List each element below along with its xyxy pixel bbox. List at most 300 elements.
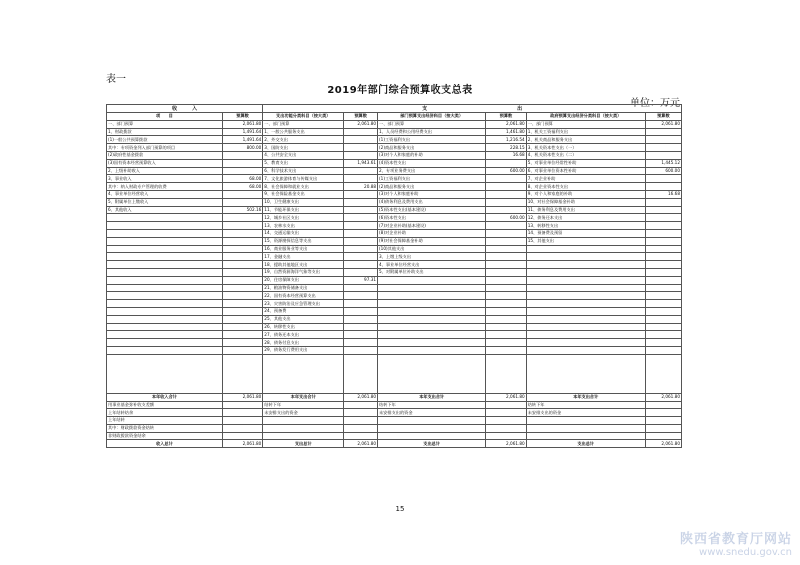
item-cell: 21、粮油物资储备支出 xyxy=(263,284,344,292)
table-row xyxy=(107,144,682,152)
grand-income-value: 2,061.80 xyxy=(222,440,262,448)
table-row xyxy=(107,159,682,167)
amount-cell xyxy=(222,198,262,206)
income-section-header: 收 入 xyxy=(107,105,263,113)
amount-cell xyxy=(344,237,378,245)
item-cell: 结转下年 xyxy=(378,401,486,409)
amount-cell xyxy=(344,128,378,136)
table-row xyxy=(107,206,682,214)
amount-cell: 97.31 xyxy=(344,276,378,284)
item-cell xyxy=(107,214,223,222)
item-cell: 非财政拨款资金结余 xyxy=(107,432,223,440)
item-cell: 4、公共安全支出 xyxy=(263,151,344,159)
item-cell: 26、转移性支出 xyxy=(263,323,344,331)
col-header-item: 项 目 xyxy=(107,113,223,121)
col-header-function: 支出功能分类科目（按大类） xyxy=(263,113,344,121)
item-cell xyxy=(107,346,223,354)
amount-cell: 502.16 xyxy=(222,206,262,214)
amount-cell xyxy=(344,339,378,347)
item-cell: 4、机关资本性支出（二） xyxy=(526,151,645,159)
item-cell xyxy=(378,300,486,308)
item-cell xyxy=(378,424,486,432)
amount-cell xyxy=(645,261,681,269)
amount-cell xyxy=(222,229,262,237)
grand-expense-value: 2,061.80 xyxy=(486,440,526,448)
amount-cell xyxy=(344,401,378,409)
amount-cell xyxy=(486,190,526,198)
amount-cell xyxy=(344,268,378,276)
item-cell xyxy=(526,331,645,339)
item-cell: 上年结转结余 xyxy=(107,409,223,417)
item-cell: 20、住房保障支出 xyxy=(263,276,344,284)
item-cell xyxy=(107,307,223,315)
amount-cell xyxy=(645,323,681,331)
amount-cell xyxy=(344,190,378,198)
amount-cell xyxy=(344,409,378,417)
amount-cell xyxy=(486,300,526,308)
item-cell: 9、对个人和家庭的补助 xyxy=(526,190,645,198)
amount-cell xyxy=(645,417,681,425)
item-cell: 23、灾害防治及应急管理支出 xyxy=(263,300,344,308)
amount-cell xyxy=(344,229,378,237)
item-cell xyxy=(107,331,223,339)
amount-cell xyxy=(344,198,378,206)
item-cell: (1)工资福利支出 xyxy=(378,136,486,144)
amount-cell xyxy=(222,339,262,347)
item-cell: 28、债务付息支出 xyxy=(263,339,344,347)
item-cell: 15、其他支出 xyxy=(526,237,645,245)
total-expense-value: 2,061.80 xyxy=(486,393,526,401)
budget-table xyxy=(106,104,682,448)
amount-cell xyxy=(222,331,262,339)
total-income-value: 2,061.80 xyxy=(222,393,262,401)
amount-cell xyxy=(645,315,681,323)
item-cell xyxy=(378,323,486,331)
amount-cell: 1,943.61 xyxy=(344,159,378,167)
table-row xyxy=(107,401,682,409)
amount-cell xyxy=(222,323,262,331)
amount-cell xyxy=(645,346,681,354)
item-cell xyxy=(107,268,223,276)
item-cell xyxy=(526,417,645,425)
item-cell: 12、债务还本支出 xyxy=(526,214,645,222)
amount-cell xyxy=(645,151,681,159)
table-row xyxy=(107,214,682,222)
item-cell xyxy=(107,222,223,230)
amount-cell xyxy=(486,323,526,331)
table-row xyxy=(107,222,682,230)
amount-cell xyxy=(344,417,378,425)
item-cell xyxy=(378,417,486,425)
amount-cell xyxy=(344,136,378,144)
amount-cell xyxy=(645,175,681,183)
amount-cell xyxy=(344,323,378,331)
item-cell xyxy=(526,315,645,323)
item-cell: (2)政府性基金拨款 xyxy=(107,151,223,159)
amount-cell xyxy=(344,222,378,230)
table-row xyxy=(107,253,682,261)
table-row xyxy=(107,292,682,300)
amount-cell xyxy=(486,424,526,432)
amount-cell: 1,491.64 xyxy=(222,128,262,136)
amount-cell xyxy=(645,136,681,144)
amount-cell: 228.15 xyxy=(486,144,526,152)
amount-cell xyxy=(486,292,526,300)
item-cell: 5、教育支出 xyxy=(263,159,344,167)
amount-cell xyxy=(645,268,681,276)
item-cell: 4、事业单位经营收入 xyxy=(107,190,223,198)
table-spacer-row xyxy=(107,354,682,393)
amount-cell xyxy=(645,276,681,284)
col-header-amount: 预算数 xyxy=(645,113,681,121)
amount-cell xyxy=(344,175,378,183)
table-row xyxy=(107,300,682,308)
amount-cell xyxy=(222,432,262,440)
item-cell: 一、部门预算 xyxy=(107,120,223,128)
amount-cell xyxy=(486,268,526,276)
amount-cell xyxy=(222,151,262,159)
amount-cell: 1,461.80 xyxy=(486,128,526,136)
item-cell: 16、商业服务业等支出 xyxy=(263,245,344,253)
item-cell: 25、其他支出 xyxy=(263,315,344,323)
amount-cell xyxy=(222,276,262,284)
amount-cell xyxy=(486,276,526,284)
item-cell: (3)国有资本经营预算收入 xyxy=(107,159,223,167)
grand-expense-label: 支出总计 xyxy=(263,440,344,448)
amount-cell xyxy=(486,331,526,339)
amount-cell xyxy=(486,307,526,315)
table-row xyxy=(107,432,682,440)
item-cell: 24、预备费 xyxy=(263,307,344,315)
item-cell xyxy=(107,315,223,323)
item-cell: 1、一般公共服务支出 xyxy=(263,128,344,136)
item-cell: 一、部门预算 xyxy=(526,120,645,128)
item-cell xyxy=(526,323,645,331)
amount-cell xyxy=(486,183,526,191)
amount-cell xyxy=(486,315,526,323)
item-cell xyxy=(107,339,223,347)
item-cell: 2、外交支出 xyxy=(263,136,344,144)
item-cell: (2)商品和服务支出 xyxy=(378,183,486,191)
amount-cell xyxy=(645,331,681,339)
item-cell xyxy=(263,417,344,425)
total-expense-value: 2,061.80 xyxy=(645,393,681,401)
table-row xyxy=(107,136,682,144)
table-row xyxy=(107,120,682,128)
amount-cell: 600.00 xyxy=(486,214,526,222)
item-cell: (1)工资福利支出 xyxy=(378,175,486,183)
item-cell: 5、对附属单位补助支出 xyxy=(378,268,486,276)
amount-cell xyxy=(222,424,262,432)
table-row xyxy=(107,409,682,417)
item-cell: (9)对社会保障基金补助 xyxy=(378,237,486,245)
amount-cell xyxy=(645,222,681,230)
item-cell: 1、财政拨款 xyxy=(107,128,223,136)
amount-cell xyxy=(486,284,526,292)
unit-label: 单位：万元 xyxy=(630,98,680,109)
item-cell: 4、事业单位经营支出 xyxy=(378,261,486,269)
item-cell: (3)对个人和家庭补助 xyxy=(378,190,486,198)
item-cell: 一、部门预算 xyxy=(378,120,486,128)
item-cell xyxy=(378,284,486,292)
item-cell: 3、机关资本性支出（一） xyxy=(526,144,645,152)
table-row xyxy=(107,307,682,315)
table-row xyxy=(107,284,682,292)
amount-cell xyxy=(645,424,681,432)
grand-expense-value: 2,061.80 xyxy=(645,440,681,448)
amount-cell xyxy=(645,253,681,261)
item-cell: 27、债务还本支出 xyxy=(263,331,344,339)
amount-cell xyxy=(486,175,526,183)
item-cell: (6)资本性支出 xyxy=(378,214,486,222)
amount-cell xyxy=(486,253,526,261)
amount-cell xyxy=(344,315,378,323)
amount-cell xyxy=(222,167,262,175)
amount-cell xyxy=(222,159,262,167)
table-section-header xyxy=(107,105,682,113)
grand-expense-label: 支出总计 xyxy=(378,440,486,448)
item-cell: (8)对企业补助 xyxy=(378,229,486,237)
amount-cell xyxy=(486,346,526,354)
table-row xyxy=(107,128,682,136)
item-cell: 22、国有资本经营预算支出 xyxy=(263,292,344,300)
item-cell: 5、对事业单位经常性补助 xyxy=(526,159,645,167)
item-cell xyxy=(378,346,486,354)
amount-cell xyxy=(645,432,681,440)
total-expense-label: 本年支出合计 xyxy=(263,393,344,401)
item-cell: 13、农林水支出 xyxy=(263,222,344,230)
amount-cell xyxy=(645,292,681,300)
table-row xyxy=(107,167,682,175)
item-cell xyxy=(526,245,645,253)
amount-cell xyxy=(222,237,262,245)
totals-row xyxy=(107,393,682,401)
amount-cell xyxy=(486,159,526,167)
item-cell: 13、转移性支出 xyxy=(526,222,645,230)
table-row xyxy=(107,424,682,432)
amount-cell xyxy=(486,261,526,269)
col-header-amount: 预算数 xyxy=(222,113,262,121)
amount-cell xyxy=(645,339,681,347)
page-number: 15 xyxy=(395,505,405,513)
table-row xyxy=(107,183,682,191)
item-cell: 10、卫生健康支出 xyxy=(263,198,344,206)
item-cell: (3)对个人和家庭的补助 xyxy=(378,151,486,159)
item-cell: 7、文化旅游体育与传媒支出 xyxy=(263,175,344,183)
item-cell: 其中：纳入财政专户管理的收费 xyxy=(107,183,223,191)
amount-cell xyxy=(344,206,378,214)
item-cell xyxy=(526,307,645,315)
amount-cell xyxy=(486,206,526,214)
item-cell xyxy=(107,237,223,245)
grand-total-row xyxy=(107,440,682,448)
amount-cell xyxy=(222,292,262,300)
amount-cell xyxy=(645,229,681,237)
item-cell: 11、节能环保支出 xyxy=(263,206,344,214)
amount-cell xyxy=(344,300,378,308)
item-cell xyxy=(526,268,645,276)
item-cell xyxy=(107,276,223,284)
table-row xyxy=(107,190,682,198)
col-header-amount: 预算数 xyxy=(486,113,526,121)
amount-cell xyxy=(344,346,378,354)
item-cell xyxy=(526,424,645,432)
amount-cell: 1,491.64 xyxy=(222,136,262,144)
amount-cell xyxy=(222,307,262,315)
grand-income-label: 收入总计 xyxy=(107,440,223,448)
item-cell: (2)商品和服务支出 xyxy=(378,144,486,152)
item-cell: 未安排支出的资金 xyxy=(378,409,486,417)
amount-cell: 600.00 xyxy=(645,167,681,175)
amount-cell xyxy=(344,151,378,159)
amount-cell xyxy=(486,229,526,237)
table-column-header xyxy=(107,113,682,121)
amount-cell xyxy=(645,307,681,315)
amount-cell xyxy=(486,237,526,245)
amount-cell xyxy=(486,245,526,253)
item-cell: (7)对企业补助(基本建设) xyxy=(378,222,486,230)
item-cell: (1)一般公共预算拨款 xyxy=(107,136,223,144)
item-cell xyxy=(526,432,645,440)
amount-cell xyxy=(486,222,526,230)
item-cell: 8、对企业资本性支出 xyxy=(526,183,645,191)
item-cell xyxy=(378,315,486,323)
item-cell: (10)其他支出 xyxy=(378,245,486,253)
item-cell: (5)资本性支出(基本建设) xyxy=(378,206,486,214)
table-row xyxy=(107,245,682,253)
amount-cell: 1,216.54 xyxy=(486,136,526,144)
item-cell xyxy=(378,292,486,300)
amount-cell xyxy=(344,144,378,152)
amount-cell: 68.00 xyxy=(222,175,262,183)
amount-cell xyxy=(645,144,681,152)
item-cell xyxy=(526,276,645,284)
col-header-gov-economic: 政府预算支出经济分类科目（按大类） xyxy=(526,113,645,121)
col-header-dept-economic: 部门预算支出经济科目（按大类） xyxy=(378,113,486,121)
amount-cell: 800.00 xyxy=(222,144,262,152)
item-cell: 5、附属单位上缴收入 xyxy=(107,198,223,206)
item-cell: 15、资源勘探信息等支出 xyxy=(263,237,344,245)
amount-cell xyxy=(222,222,262,230)
grand-expense-label: 支出总计 xyxy=(526,440,645,448)
item-cell: 结转下年 xyxy=(263,401,344,409)
amount-cell xyxy=(344,331,378,339)
item-cell xyxy=(378,339,486,347)
item-cell: 2、专项业务费支出 xyxy=(378,167,486,175)
amount-cell xyxy=(645,128,681,136)
document-label: 表一 xyxy=(106,74,126,85)
col-header-amount: 预算数 xyxy=(344,113,378,121)
amount-cell xyxy=(645,214,681,222)
amount-cell: 68.00 xyxy=(222,183,262,191)
amount-cell xyxy=(222,190,262,198)
item-cell xyxy=(263,432,344,440)
item-cell xyxy=(107,284,223,292)
amount-cell xyxy=(222,214,262,222)
item-cell xyxy=(107,323,223,331)
item-cell: 19、自然资源海洋气象等支出 xyxy=(263,268,344,276)
total-expense-label: 本年支出合计 xyxy=(378,393,486,401)
amount-cell xyxy=(486,198,526,206)
amount-cell xyxy=(222,268,262,276)
item-cell: 14、交通运输支出 xyxy=(263,229,344,237)
item-cell: 29、债务发行费用支出 xyxy=(263,346,344,354)
amount-cell xyxy=(645,206,681,214)
item-cell: 9、社会保险基金支出 xyxy=(263,190,344,198)
table-row xyxy=(107,268,682,276)
amount-cell xyxy=(486,401,526,409)
amount-cell xyxy=(344,261,378,269)
item-cell: 6、科学技术支出 xyxy=(263,167,344,175)
amount-cell xyxy=(486,417,526,425)
table-row xyxy=(107,151,682,159)
table-row xyxy=(107,346,682,354)
amount-cell xyxy=(344,432,378,440)
amount-cell: 1,445.12 xyxy=(645,159,681,167)
item-cell xyxy=(378,432,486,440)
watermark-site-name: 陕西省教育厅网站 xyxy=(679,532,792,547)
table-row xyxy=(107,276,682,284)
item-cell: 未安排支出的资金 xyxy=(263,409,344,417)
amount-cell xyxy=(344,167,378,175)
amount-cell xyxy=(645,198,681,206)
item-cell: 14、预备费及预留 xyxy=(526,229,645,237)
item-cell: 上年结转 xyxy=(107,417,223,425)
amount-cell xyxy=(645,300,681,308)
item-cell xyxy=(107,245,223,253)
item-cell: 3、上缴上级支出 xyxy=(378,253,486,261)
amount-cell xyxy=(344,245,378,253)
item-cell: 1、机关工资福利支出 xyxy=(526,128,645,136)
amount-cell xyxy=(645,237,681,245)
item-cell: 11、债务利息及费用支出 xyxy=(526,206,645,214)
item-cell xyxy=(378,276,486,284)
item-cell: 6、对事业单位资本性补助 xyxy=(526,167,645,175)
watermark-url: www.snedu.gov.cn xyxy=(699,547,792,558)
item-cell xyxy=(378,331,486,339)
item-cell: 3、事业收入 xyxy=(107,175,223,183)
item-cell: 结转下年 xyxy=(526,401,645,409)
amount-cell: 2,061.80 xyxy=(645,120,681,128)
amount-cell: 2,061.80 xyxy=(344,120,378,128)
table-row xyxy=(107,175,682,183)
amount-cell xyxy=(222,417,262,425)
item-cell: 用事业基金弥补收支差额 xyxy=(107,401,223,409)
amount-cell xyxy=(486,409,526,417)
amount-cell xyxy=(222,401,262,409)
table-row xyxy=(107,229,682,237)
expense-section-header: 支 出 xyxy=(263,105,682,113)
amount-cell: 2,061.80 xyxy=(486,120,526,128)
item-cell xyxy=(263,424,344,432)
item-cell xyxy=(526,253,645,261)
item-cell: 18、援助其他地区支出 xyxy=(263,261,344,269)
amount-cell xyxy=(222,346,262,354)
table-row xyxy=(107,315,682,323)
item-cell: 10、对社会保障基金补助 xyxy=(526,198,645,206)
amount-cell xyxy=(486,339,526,347)
item-cell: 8、社会保障和就业支出 xyxy=(263,183,344,191)
total-expense-value: 2,061.80 xyxy=(344,393,378,401)
amount-cell xyxy=(222,409,262,417)
amount-cell xyxy=(645,183,681,191)
amount-cell xyxy=(222,300,262,308)
amount-cell xyxy=(222,245,262,253)
amount-cell xyxy=(645,245,681,253)
item-cell: 1、人员经费和公用经费支出 xyxy=(378,128,486,136)
table-row xyxy=(107,237,682,245)
table-row xyxy=(107,339,682,347)
